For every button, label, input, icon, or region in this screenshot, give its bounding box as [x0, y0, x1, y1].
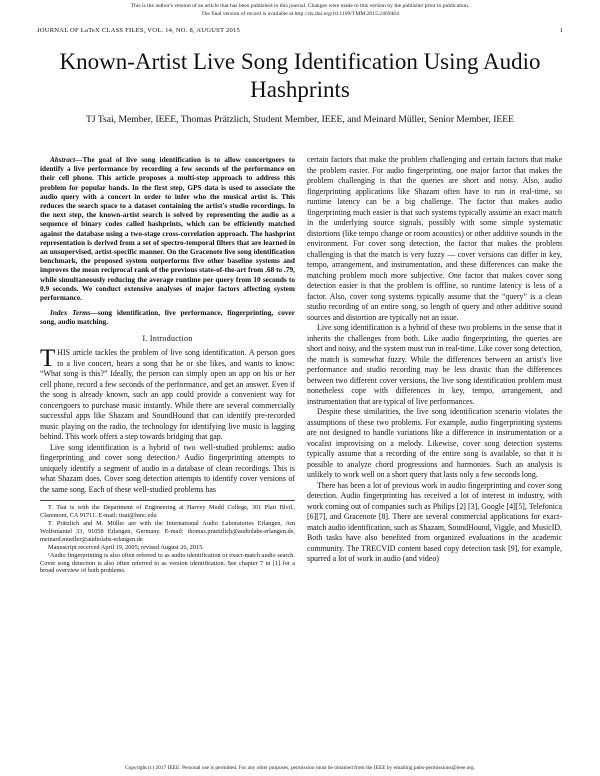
body-paragraph-3: Despite these similarities, the live song identification scenario violates the assumptions of these two problems. For example, audio fingerprinting systems are not designed to handle variations like a difference in instrumentation or a vocalist improvising on a melody. Likewise, cover song detection systems typically assume that a recording of the entire song is available, so that it is possible to analyze chord progressions and harmonies. Such an analysis is unlikely to work well on a short query that lasts only a few seconds long.: [307, 407, 562, 479]
body-paragraph-1: certain factors that make the problem challenging and certain factors that make the problem easier. For audio fingerprinting, one major factor that makes the problem challenging is that the queries are short and noisy. Also, audio fingerprinting applications like Shazam often have to run in real-time, so runtime latency can be a big challenge. The factor that makes audio fingerprinting much easier is that such systems typically assume an exact match in the underlying source signals, possibly with some simple systematic distortions (like tempo change or room acoustics) or other additive sounds in the environment. For cover song detection, the factor that makes the problem challenging is that the match is very fuzzy — cover versions can differ in key, tempo, arrangement, and instrumentation, and these differences can make the matching problem much more subjective. One factor that makes cover song detection easier is that the problem is offline, so runtime latency is less of a factor. Also, cover song systems typically assume that the “query” is a clean studio recording of an entire song, so length of query and other additive sound sources and distortion are typically not an issue.: [307, 155, 562, 322]
intro-paragraph-2: Live song identification is a hybrid of two well-studied problems: audio fingerprinting and cover song detection.¹ Audio fingerprinting attempts to uniquely identify a segment of audio in a database of clean recordings. This is what Shazam does. Cover song detection attempts to identify cover versions of the same song. Each of these well-studied problems has: [40, 442, 295, 494]
drop-cap: T: [40, 345, 56, 373]
footnote-affiliation-1: T. Tsai is with the Department of Engineering at Harvey Mudd College, 301 Platt Blvd., Claremont, CA 91711. E-mail: ttsai@hmc.edu: [40, 504, 295, 520]
body-paragraph-2: Live song identification is a hybrid of these two problems in the sense that it inherits the challenges from both. Like audio fingerprinting, the queries are short and noisy, and the system must run in real-time. Like cover song detection, the match is somewhat fuzzy. While the differences between an artist's live performance and studio recording may be less drastic than the differences between two different cover versions, the live song identification problem must nonetheless cope with differences in key, tempo, arrangement, and instrumentation that are typical of live performances.: [307, 323, 562, 406]
left-column: [40, 155, 295, 575]
page-number: 1: [559, 27, 563, 34]
abstract-text: The goal of live song identification is to allow concertgoers to identify a live performance by recording a few seconds of the performance on their cell phone. This article proposes a multi-step approach to address this problem for popular bands. In the first step, GPS data is used to associate the audio query with a concert in order to infer who the musical artist is. This reduces the search space to a dataset containing the artist's studio recordings. In the next step, the known-artist search is solved by representing the audio as a sequence of binary codes called hashprints, which can be efficiently matched against the database using a two-stage cross-correlation approach. The hashprint representation is derived from a set of spectro-temporal filters that are learned in an unsupervised, artist-specific manner. On the Gracenote live song identification benchmark, the proposed system outperforms five other baseline systems and improves the mean reciprocal rank of the previous state-of-the-art from .68 to .79, while simultaneously reducing the average runtime per query from 10 seconds to 0.9 seconds. We conduct extensive analyses of major factors affecting system performance.: [40, 155, 295, 303]
intro-paragraph-1: THIS article tackles the problem of live song identification. A person goes to a live concert, hears a song that he or she likes, and wants to know: “What song is this?” Ideally, the person can simply open an app on his or her cell phone, record a few seconds of the performance, and get an answer. Even if the song is already known, such an app could provide a convenient way for concertgoers to purchase music instantly. While there are several commercially successful apps like Shazam and SoundHound that can identify pre-recorded music playing on the radio, the technology for identifying live music is lagging behind. This work offers a step towards bridging that gap.: [40, 345, 295, 442]
author-list: TJ Tsai, Member, IEEE, Thomas Prätzlich, Student Member, IEEE, and Meinard Müller, Senior Member, IEEE: [86, 114, 514, 125]
footnotes: [40, 500, 295, 575]
doi-notice: The final version of record is available at http://dx.doi.org/10.1109/TMM.2015.2469464: [201, 11, 399, 17]
footnote-affiliation-2: T. Prätzlich and M. Müller are with the International Audio Laboratories Erlangen, Am Wolfsmantel 33, 91058 Erlangen, Germany. E-mail: thomas.praetzlich@audiolabs-erlangen.de, meinard.mueller@audiolabs-erlangen.de: [40, 519, 295, 543]
footnote-manuscript: Manuscript received April 19, 2005; revised August 26, 2015.: [48, 543, 204, 551]
abstract-label: Abstract—: [50, 155, 83, 164]
running-header: [37, 27, 563, 34]
index-terms: [40, 308, 295, 326]
publication-notice: This is the author's version of an article that has been published in this journal. Changes were made to this version by the publisher prior to publication.: [130, 3, 470, 9]
paper-title: Known-Artist Live Song Identification Using Audio Hashprints: [59, 49, 541, 102]
index-terms-label: Index Terms—: [50, 308, 98, 318]
abstract: [40, 155, 295, 302]
index-terms-text: song identification, live performance, fingerprinting, cover song, audio matching.: [40, 308, 295, 327]
section-heading: I. Introduction: [142, 333, 193, 343]
right-column: [307, 155, 562, 565]
journal-name: JOURNAL OF LaTeX CLASS FILES, VOL. 14, NO. 8, AUGUST 2015: [37, 27, 240, 34]
copyright-footer: Copyright (c) 2017 IEEE. Personal use is permitted. For any other purposes, permission must be obtained from the IEEE by emailing pubs-permissions@ieee.org.: [124, 765, 476, 771]
footnote-1: ¹Audio fingerprinting is also often referred to as audio identification or exact-match audio search. Cover song detection is also often referred to as version identification. See chapter 7 in [1] for a broad overview of both problems.: [40, 551, 295, 575]
body-paragraph-4: There has been a lot of previous work in audio fingerprinting and cover song detection. Audio fingerprinting has received a lot of interest in industry, with work coming out of companies such as Philips [2] [3], Google [4][5], Telefonica [6][7], and Gracenote [8]. There are several commercial applications for exact-match audio identification, such as Shazam, SoundHound, Viggle, and MusicID. Both tasks have also benefited from organized evaluations in the academic community. The TRECVID content based copy detection task [9], for example, spurred a lot of work in audio (and video): [307, 480, 562, 563]
